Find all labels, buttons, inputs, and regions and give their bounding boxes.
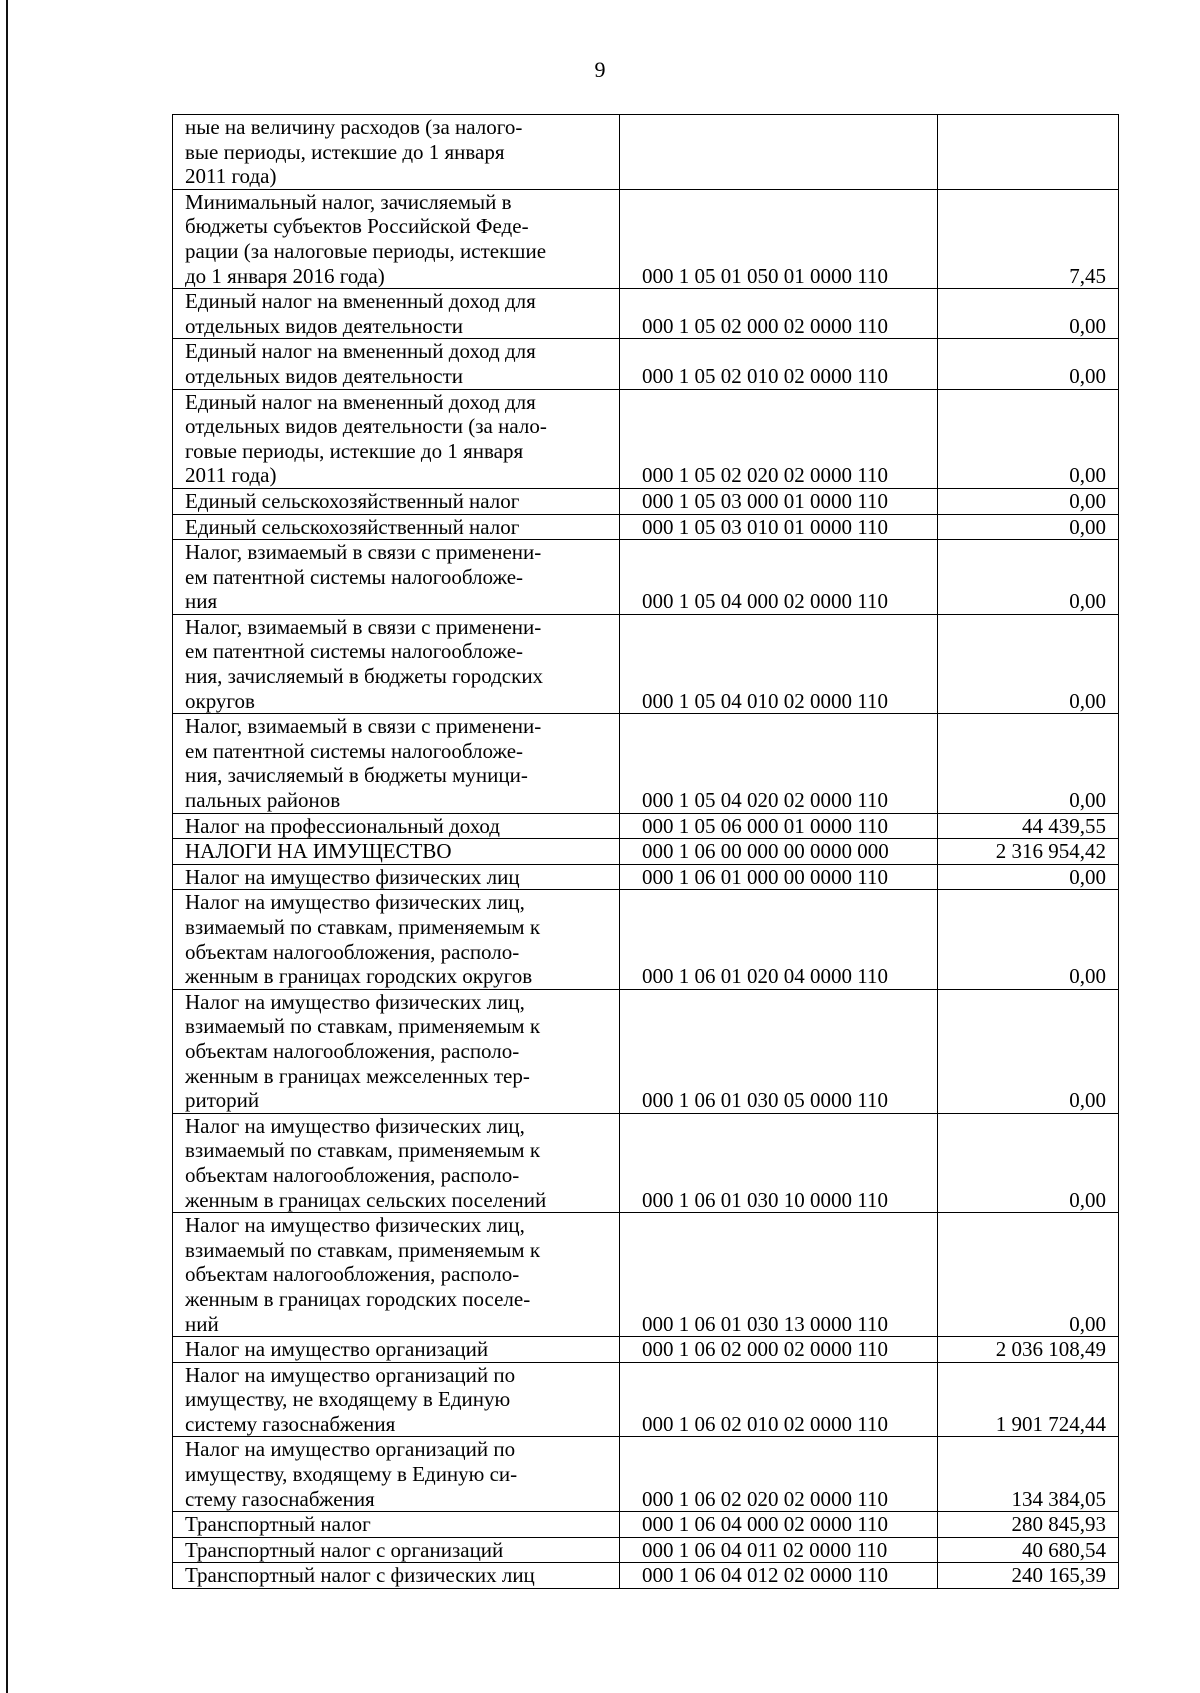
- revenue-name-cell: [173, 514, 620, 540]
- revenue-name-line: Налог на имущество физических лиц,: [185, 1113, 525, 1138]
- revenue-name-cell: [173, 714, 620, 813]
- revenue-table: [172, 114, 1119, 1589]
- revenue-name-line: женным в границах городских поселе-: [185, 1286, 531, 1311]
- revenue-name-cell: [173, 1213, 620, 1337]
- revenue-name-line: Транспортный налог: [185, 1512, 371, 1537]
- amount-cell: 0,00: [938, 389, 1119, 488]
- revenue-name-line: Налог на имущество физических лиц,: [185, 890, 525, 915]
- revenue-name-line: рации (за налоговые периоды, истекшие: [185, 238, 547, 263]
- budget-code-cell: 000 1 06 04 012 02 0000 110: [620, 1563, 938, 1589]
- revenue-name-cell: [173, 540, 620, 615]
- revenue-name-cell: [173, 890, 620, 989]
- revenue-name-line: 2011 года): [185, 463, 277, 488]
- table-row: [173, 839, 1119, 865]
- revenue-name-cell: [173, 864, 620, 890]
- budget-code-cell: 000 1 06 01 020 04 0000 110: [620, 890, 938, 989]
- revenue-name-line: Единый налог на вмененный доход для: [185, 389, 536, 414]
- revenue-name-line: Минимальный налог, зачисляемый в: [185, 189, 512, 214]
- amount-cell: 0,00: [938, 614, 1119, 713]
- revenue-name-line: Транспортный налог с физических лиц: [185, 1563, 535, 1588]
- amount-cell: 7,45: [938, 189, 1119, 288]
- table-row: [173, 289, 1119, 339]
- budget-code-cell: 000 1 06 02 020 02 0000 110: [620, 1437, 938, 1512]
- budget-code-cell: 000 1 05 06 000 01 0000 110: [620, 813, 938, 839]
- revenue-name-line: Налог на имущество физических лиц,: [185, 1213, 525, 1238]
- revenue-name-line: Налог, взимаемый в связи с применени-: [185, 714, 542, 739]
- table-row: [173, 1563, 1119, 1589]
- revenue-name-line: ные на величину расходов (за налого-: [185, 115, 523, 139]
- table-row: [173, 864, 1119, 890]
- revenue-table-body: [173, 115, 1119, 1589]
- amount-cell: 2 036 108,49: [938, 1337, 1119, 1363]
- amount-cell: 1 901 724,44: [938, 1362, 1119, 1437]
- revenue-name-line: округов: [185, 688, 255, 713]
- revenue-name-line: женным в границах сельских поселений: [185, 1187, 547, 1212]
- table-row: [173, 714, 1119, 813]
- table-row: [173, 1512, 1119, 1538]
- table-row: [173, 339, 1119, 389]
- table-row: [173, 189, 1119, 288]
- revenue-name-line: взимаемый по ставкам, применяемым к: [185, 1237, 541, 1262]
- amount-cell: 280 845,93: [938, 1512, 1119, 1538]
- revenue-name-line: взимаемый по ставкам, применяемым к: [185, 915, 541, 939]
- revenue-name-line: Налог на имущество организаций по: [185, 1362, 516, 1387]
- revenue-name-line: Налог на имущество физических лиц,: [185, 989, 525, 1014]
- amount-cell: 0,00: [938, 1113, 1119, 1212]
- revenue-name-cell: [173, 1113, 620, 1212]
- amount-cell: 44 439,55: [938, 813, 1119, 839]
- revenue-name-line: НАЛОГИ НА ИМУЩЕСТВО: [185, 839, 452, 864]
- revenue-name-cell: [173, 1437, 620, 1512]
- revenue-name-line: объектам налогообложения, располо-: [185, 939, 520, 964]
- revenue-name-line: отдельных видов деятельности: [185, 313, 464, 338]
- budget-code-cell: 000 1 05 01 050 01 0000 110: [620, 189, 938, 288]
- budget-code-cell: 000 1 06 01 030 10 0000 110: [620, 1113, 938, 1212]
- amount-cell: 0,00: [938, 339, 1119, 389]
- table-row: [173, 1337, 1119, 1363]
- revenue-name-line: имуществу, не входящему в Единую: [185, 1387, 511, 1412]
- amount-cell: 134 384,05: [938, 1437, 1119, 1512]
- budget-code-cell: 000 1 06 01 030 05 0000 110: [620, 989, 938, 1113]
- revenue-name-cell: [173, 289, 620, 339]
- revenue-name-cell: [173, 1537, 620, 1563]
- revenue-name-line: ния: [185, 589, 218, 614]
- revenue-name-line: отдельных видов деятельности: [185, 363, 464, 388]
- revenue-name-line: пальных районов: [185, 788, 341, 813]
- page-number: 9: [594, 57, 606, 82]
- revenue-name-cell: [173, 339, 620, 389]
- amount-cell: 0,00: [938, 540, 1119, 615]
- table-row: [173, 1437, 1119, 1512]
- budget-code-cell: 000 1 05 04 000 02 0000 110: [620, 540, 938, 615]
- revenue-name-line: ем патентной системы налогообложе-: [185, 738, 524, 763]
- revenue-name-line: 2011 года): [185, 164, 277, 189]
- revenue-name-line: Налог на имущество организаций по: [185, 1437, 516, 1462]
- revenue-name-line: ния, зачисляемый в бюджеты муници-: [185, 763, 528, 788]
- table-row: [173, 514, 1119, 540]
- revenue-name-line: Транспортный налог с организаций: [185, 1537, 504, 1562]
- budget-code-cell: 000 1 05 02 020 02 0000 110: [620, 389, 938, 488]
- table-row: [173, 1113, 1119, 1212]
- revenue-name-cell: [173, 1362, 620, 1437]
- revenue-name-cell: [173, 1563, 620, 1589]
- revenue-name-cell: [173, 839, 620, 865]
- amount-cell: 0,00: [938, 864, 1119, 890]
- revenue-name-line: Налог, взимаемый в связи с применени-: [185, 540, 542, 565]
- revenue-name-cell: [173, 488, 620, 514]
- revenue-name-line: женным в границах городских округов: [185, 964, 533, 989]
- budget-code-cell: 000 1 05 03 010 01 0000 110: [620, 514, 938, 540]
- revenue-name-cell: [173, 1512, 620, 1538]
- revenue-name-line: взимаемый по ставкам, применяемым к: [185, 1014, 541, 1039]
- scan-edge-line: [6, 0, 8, 1693]
- revenue-name-line: объектам налогообложения, располо-: [185, 1262, 520, 1287]
- budget-code-cell: 000 1 05 03 000 01 0000 110: [620, 488, 938, 514]
- amount-cell: 0,00: [938, 989, 1119, 1113]
- revenue-name-cell: [173, 389, 620, 488]
- budget-code-cell: 000 1 05 02 000 02 0000 110: [620, 289, 938, 339]
- table-row: [173, 115, 1119, 190]
- table-row: [173, 614, 1119, 713]
- revenue-name-line: Единый налог на вмененный доход для: [185, 339, 536, 364]
- budget-code-cell: 000 1 06 02 010 02 0000 110: [620, 1362, 938, 1437]
- revenue-name-line: бюджеты субъектов Российской Феде-: [185, 214, 529, 239]
- revenue-name-line: риторий: [185, 1088, 260, 1113]
- table-row: [173, 890, 1119, 989]
- table-row: [173, 389, 1119, 488]
- revenue-name-line: объектам налогообложения, располо-: [185, 1038, 520, 1063]
- revenue-name-line: объектам налогообложения, располо-: [185, 1162, 520, 1187]
- budget-code-cell: 000 1 06 00 000 00 0000 000: [620, 839, 938, 865]
- revenue-name-cell: [173, 813, 620, 839]
- revenue-name-line: Единый сельскохозяйственный налог: [185, 514, 520, 539]
- revenue-name-cell: [173, 989, 620, 1113]
- table-row: [173, 813, 1119, 839]
- revenue-name-line: до 1 января 2016 года): [185, 263, 385, 288]
- revenue-name-line: отдельных видов деятельности (за нало-: [185, 414, 547, 439]
- revenue-name-line: стему газоснабжения: [185, 1486, 375, 1511]
- amount-cell: 240 165,39: [938, 1563, 1119, 1589]
- revenue-name-cell: [173, 115, 620, 190]
- revenue-name-line: систему газоснабжения: [185, 1411, 396, 1436]
- revenue-name-line: Налог на имущество организаций: [185, 1337, 489, 1362]
- amount-cell: 0,00: [938, 514, 1119, 540]
- budget-code-cell: 000 1 06 04 011 02 0000 110: [620, 1537, 938, 1563]
- budget-code-cell: 000 1 06 04 000 02 0000 110: [620, 1512, 938, 1538]
- revenue-name-cell: [173, 189, 620, 288]
- table-row: [173, 989, 1119, 1113]
- amount-cell: 0,00: [938, 289, 1119, 339]
- table-row: [173, 1362, 1119, 1437]
- revenue-name-line: вые периоды, истекшие до 1 января: [185, 139, 505, 164]
- table-row: [173, 540, 1119, 615]
- budget-code-cell: 000 1 06 01 030 13 0000 110: [620, 1213, 938, 1337]
- amount-cell: 2 316 954,42: [938, 839, 1119, 865]
- amount-cell: [938, 115, 1119, 190]
- revenue-name-line: женным в границах межселенных тер-: [185, 1063, 530, 1088]
- table-row: [173, 1213, 1119, 1337]
- amount-cell: 0,00: [938, 890, 1119, 989]
- amount-cell: 0,00: [938, 714, 1119, 813]
- budget-code-cell: [620, 115, 938, 190]
- budget-code-cell: 000 1 06 02 000 02 0000 110: [620, 1337, 938, 1363]
- revenue-name-line: Налог на имущество физических лиц: [185, 864, 520, 889]
- revenue-name-line: говые периоды, истекшие до 1 января: [185, 438, 524, 463]
- amount-cell: 0,00: [938, 488, 1119, 514]
- revenue-name-line: имуществу, входящему в Единую си-: [185, 1462, 518, 1487]
- table-row: [173, 1537, 1119, 1563]
- revenue-name-line: ния, зачисляемый в бюджеты городских: [185, 664, 544, 689]
- budget-code-cell: 000 1 06 01 000 00 0000 110: [620, 864, 938, 890]
- budget-code-cell: 000 1 05 02 010 02 0000 110: [620, 339, 938, 389]
- revenue-name-cell: [173, 1337, 620, 1363]
- table-row: [173, 488, 1119, 514]
- revenue-name-line: Единый сельскохозяйственный налог: [185, 488, 520, 513]
- revenue-name-line: ний: [185, 1311, 219, 1336]
- revenue-name-line: взимаемый по ставкам, применяемым к: [185, 1138, 541, 1163]
- revenue-name-line: ем патентной системы налогообложе-: [185, 564, 524, 589]
- revenue-name-line: Налог на профессиональный доход: [185, 813, 500, 838]
- revenue-name-cell: [173, 614, 620, 713]
- revenue-name-line: Единый налог на вмененный доход для: [185, 289, 536, 314]
- budget-code-cell: 000 1 05 04 010 02 0000 110: [620, 614, 938, 713]
- amount-cell: 0,00: [938, 1213, 1119, 1337]
- amount-cell: 40 680,54: [938, 1537, 1119, 1563]
- revenue-name-line: ем патентной системы налогообложе-: [185, 639, 524, 664]
- revenue-name-line: Налог, взимаемый в связи с применени-: [185, 614, 542, 639]
- budget-code-cell: 000 1 05 04 020 02 0000 110: [620, 714, 938, 813]
